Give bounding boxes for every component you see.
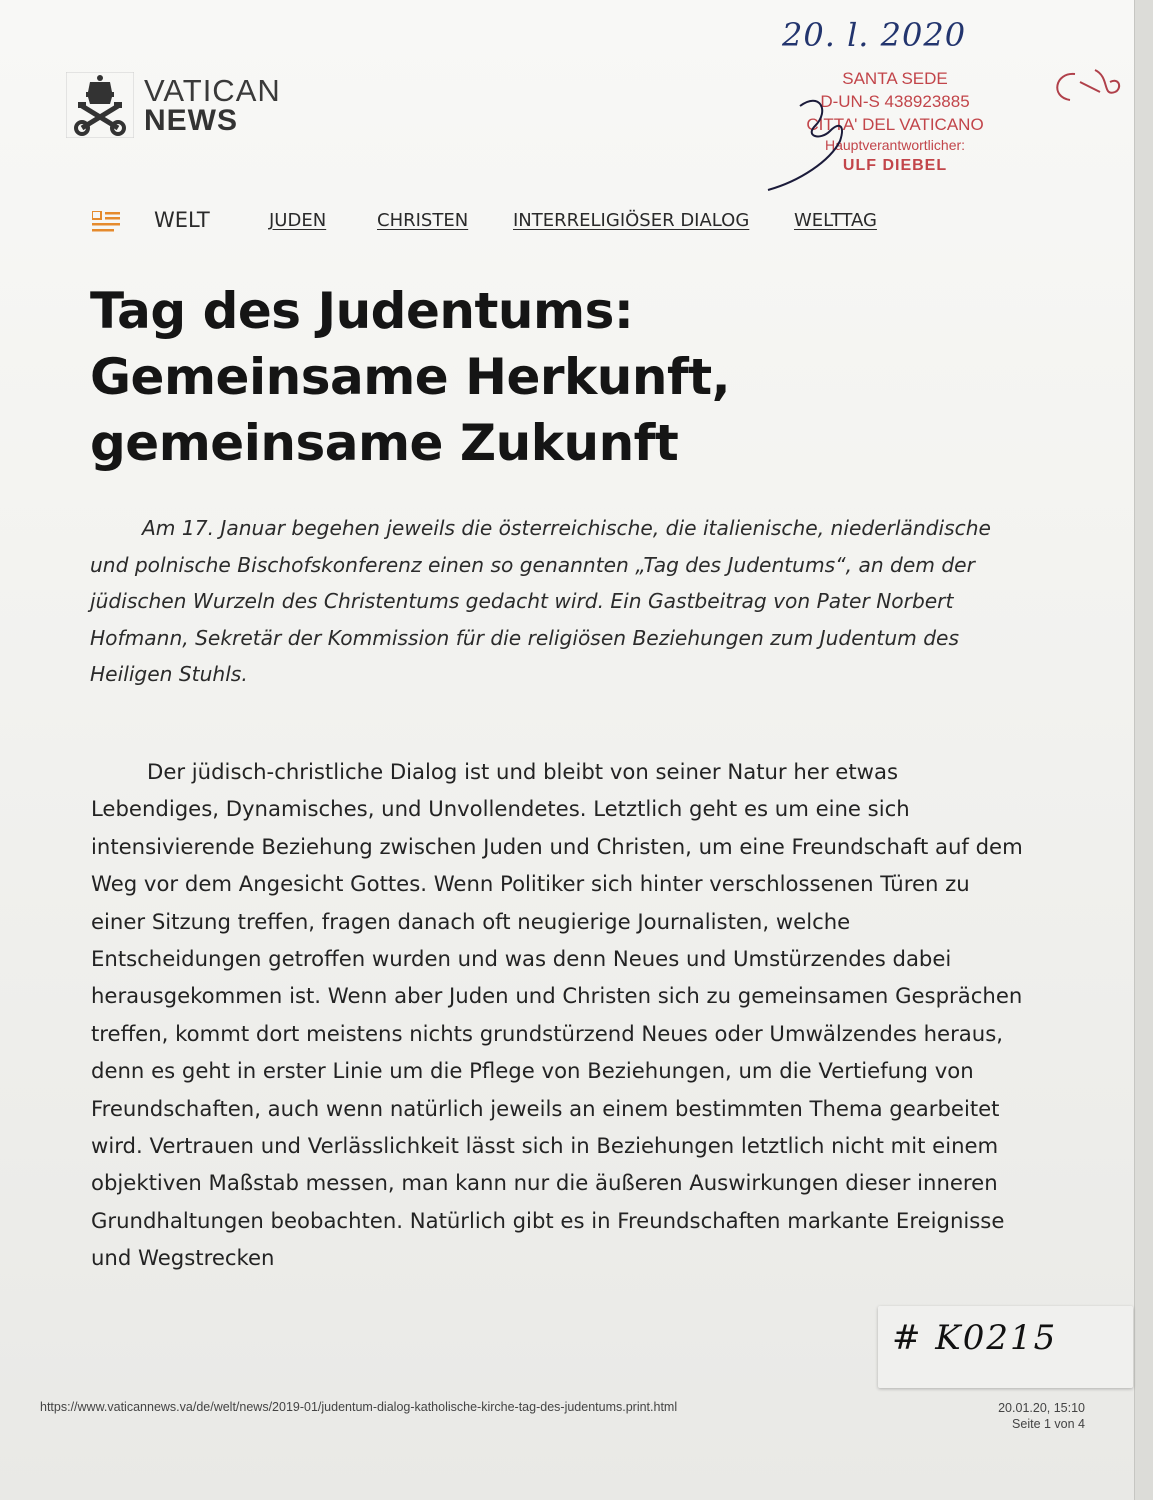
- archive-label: [878, 1306, 1133, 1388]
- stamp-line-1: SANTA SEDE: [842, 69, 948, 88]
- footer-meta: [930, 1400, 1085, 1432]
- initials-mark-icon: [1040, 62, 1130, 112]
- nav-link-interreligioeser-dialog[interactable]: INTERRELIGIÖSER DIALOG: [513, 210, 750, 231]
- page-edge: [1134, 0, 1153, 1500]
- handwritten-date: 20. l. 2020: [782, 16, 967, 54]
- stamp-line-5: ULF DIEBEL: [842, 157, 948, 174]
- footer-page-number: Seite 1 von 4: [1012, 1417, 1085, 1431]
- footer-url[interactable]: https://www.vaticannews.va/de/welt/news/2019-01/judentum-dialog-katholische-kirche-tag-des-judentums.print.html: [40, 1400, 678, 1414]
- stamp-line-2: D-UN-S 438923885: [820, 92, 970, 111]
- nav-section-title: WELT: [154, 208, 210, 232]
- signature-icon: [760, 86, 880, 196]
- title-line-1: Tag des Judentums:: [90, 282, 634, 340]
- vatican-news-logo[interactable]: [66, 72, 301, 138]
- article-title: [90, 278, 850, 476]
- stamp-line-4: Hauptverantwortlicher:: [824, 137, 966, 153]
- title-line-3: gemeinsame Zukunft: [90, 414, 679, 472]
- nav-link-christen[interactable]: CHRISTEN: [377, 210, 469, 231]
- footer-datetime: 20.01.20, 15:10: [998, 1401, 1085, 1415]
- nav-link-juden[interactable]: JUDEN: [269, 210, 327, 231]
- papal-keys-emblem-icon: [66, 72, 134, 138]
- section-list-icon[interactable]: [92, 211, 122, 233]
- article-lead: Am 17. Januar begehen jeweils die österreichische, die italienische, niederländische und polnische Bischofskonferenz einen so genannten „Tag des Judentums“, an dem der jüdischen Wurzeln des Christentums gedacht wird. Ein Gastbeitrag von Pater Norbert Hofmann, Sekretär der Kommission für die religiösen Beziehungen zum Judentum des Heiligen Stuhls.: [90, 516, 991, 686]
- article-body: Der jüdisch-christliche Dialog ist und bleibt von seiner Natur her etwas Lebendiges, Dynamisches, und Unvollendetes. Letztlich geht es um eine sich intensivierende Beziehung zwischen Juden und Christen, um eine Freundschaft auf dem Weg vor dem Angesicht Gottes. Wenn Politiker sich hinter verschlossenen Türen zu einer Sitzung treffen, fragen danach oft neugierige Journalisten, welche Entscheidungen getroffen wurden und was denn Neues und Umstürzendes dabei herausgekommen ist. Wenn aber Juden und Christen sich zu gemeinsamen Gesprächen treffen, kommt dort meistens nichts grundstürzend Neues oder Umwälzendes heraus, denn es geht in erster Linie um die Pflege von Beziehungen, um die Vertiefung von Freundschaften, auch wenn natürlich jeweils an einem bestimmten Thema gearbeitet wird. Vertrauen und Verlässlichkeit lässt sich in Beziehungen letztlich nicht mit einem objektiven Maßstab messen, man kann nur die äußeren Auswirkungen dieser inneren Grundhaltungen beobachten. Natürlich gibt es in Freundschaften markante Ereignisse und Wegstrecken: [91, 759, 1023, 1271]
- stamp-line-3: CITTA' DEL VATICANO: [806, 115, 984, 134]
- nav-link-welttag[interactable]: WELTTAG: [794, 210, 877, 231]
- logo-vatican-text: VATICAN: [144, 73, 281, 108]
- title-line-2: Gemeinsame Herkunft,: [90, 348, 731, 406]
- archive-label-text: # K0215: [892, 1318, 1058, 1358]
- logo-news-text: NEWS: [144, 104, 238, 137]
